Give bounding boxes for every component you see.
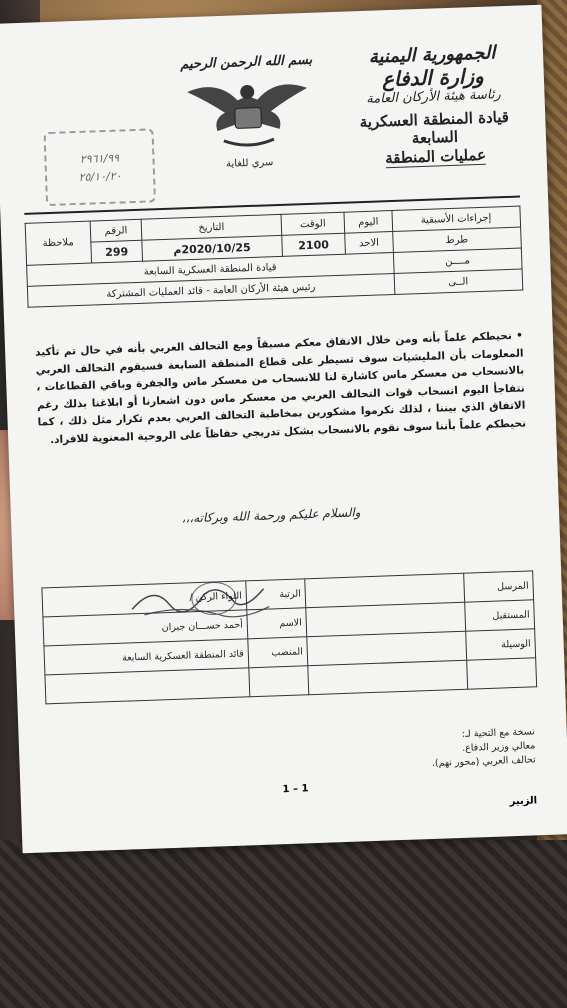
- staff-name: رئاسة هيئة الأركان العامة: [366, 87, 501, 107]
- ministry-name: وزارة الدفاع: [381, 63, 485, 92]
- stamp-number: ٢٩٦١/٩٩: [79, 151, 120, 166]
- notes-label: ملاحظة: [25, 221, 91, 265]
- copy-line: نسخة مع التحية لـ:: [461, 726, 535, 740]
- basmala: بسم الله الرحمن الرحيم: [180, 52, 313, 73]
- number-label: الرقم: [90, 219, 142, 242]
- time-label: الوقت: [281, 212, 346, 235]
- signature-table: [41, 570, 537, 704]
- date-label: التاريخ: [141, 214, 281, 240]
- letterhead: [347, 42, 521, 170]
- background-fabric: [0, 840, 567, 1008]
- position-value: قائد المنطقة العسكرية السابعة: [44, 639, 249, 675]
- copies-list: [431, 725, 536, 771]
- document-page: [0, 5, 567, 854]
- name-value: أحمد حســـان جبران: [43, 610, 248, 646]
- medium-label: الوسيلة: [466, 629, 536, 660]
- time-value: 2100: [281, 233, 346, 256]
- rank-label: الرتبة: [246, 579, 306, 610]
- sender-label: المرسل: [464, 571, 534, 602]
- page-number: 1 – 1: [282, 783, 309, 796]
- from-label: مــــن: [393, 248, 522, 273]
- copy-recipient-1: معالي وزير الدفاع.: [461, 740, 536, 754]
- urgency-value: طرط: [392, 227, 521, 252]
- date-value: 2020/10/25م: [142, 235, 282, 261]
- day-label: اليوم: [344, 211, 392, 234]
- command-name: قيادة المنطقة العسكرية السابعة: [359, 107, 510, 148]
- rank-value: اللواء الركن /: [42, 581, 247, 617]
- eagle-emblem-icon: [181, 68, 314, 152]
- to-label: الــى: [394, 269, 523, 294]
- name-label: الاسم: [247, 608, 307, 639]
- operator-name: الزبير: [509, 795, 538, 808]
- department-name: عمليات المنطقة: [384, 145, 487, 168]
- receiver-label: المستقبل: [465, 600, 535, 631]
- from-value: قيادة المنطقة العسكرية السابعة: [27, 253, 394, 287]
- to-value: رئيس هيئة الأركان العامة - قائد العمليات المشتركة: [27, 274, 394, 308]
- emblem-block: [171, 52, 325, 171]
- received-stamp: [43, 128, 156, 206]
- closing-greeting: والسلام عليكم ورحمة الله وبركاته،،،: [181, 505, 361, 526]
- priority-label: إجراءات الأسبقية: [391, 206, 520, 231]
- message-meta-table: [25, 206, 524, 308]
- country-name: الجمهورية اليمنية: [368, 42, 496, 68]
- classification-label: سري للغاية: [225, 157, 274, 170]
- stamp-date: ٢٥/١٠/٢٠: [78, 169, 122, 184]
- number-value: 299: [91, 240, 143, 263]
- message-body: • نحيطكم علماً بأنه ومن خلال الاتفاق معكم مسبقاً ومع التحالف العربي بأنه في حال تم تأكيد المعلومات بأن المليشيات سوف تسيطر على قطاع المنطقة السابعة فسيقوم التحالف العربي بالانسحاب من معسكر ماس كاشارة لنا للانسحاب من معسكر ماس والجفرة وباقي القطاعات ، نتفاجأ اليوم انسحاب قوات التحالف العربي من معسكر ماس دون اشعارنا أو ابلاغنا بذلك رغم الاتفاق الذي بيننا ، لذلك نكرموا مشكورين بمخاطبة التحالف العربي بعدم تكرار مثل ذلك ، كما نحيطكم علماً بأننا سوف نقوم بالانسحاب بشكل تدريجي حفاظاً على الروحية المعنوية للافراد.: [34, 329, 527, 446]
- copy-recipient-2: تحالف العربي (محور نهم).: [431, 754, 536, 769]
- day-value: الاحد: [345, 232, 393, 255]
- position-label: المنصب: [248, 637, 308, 668]
